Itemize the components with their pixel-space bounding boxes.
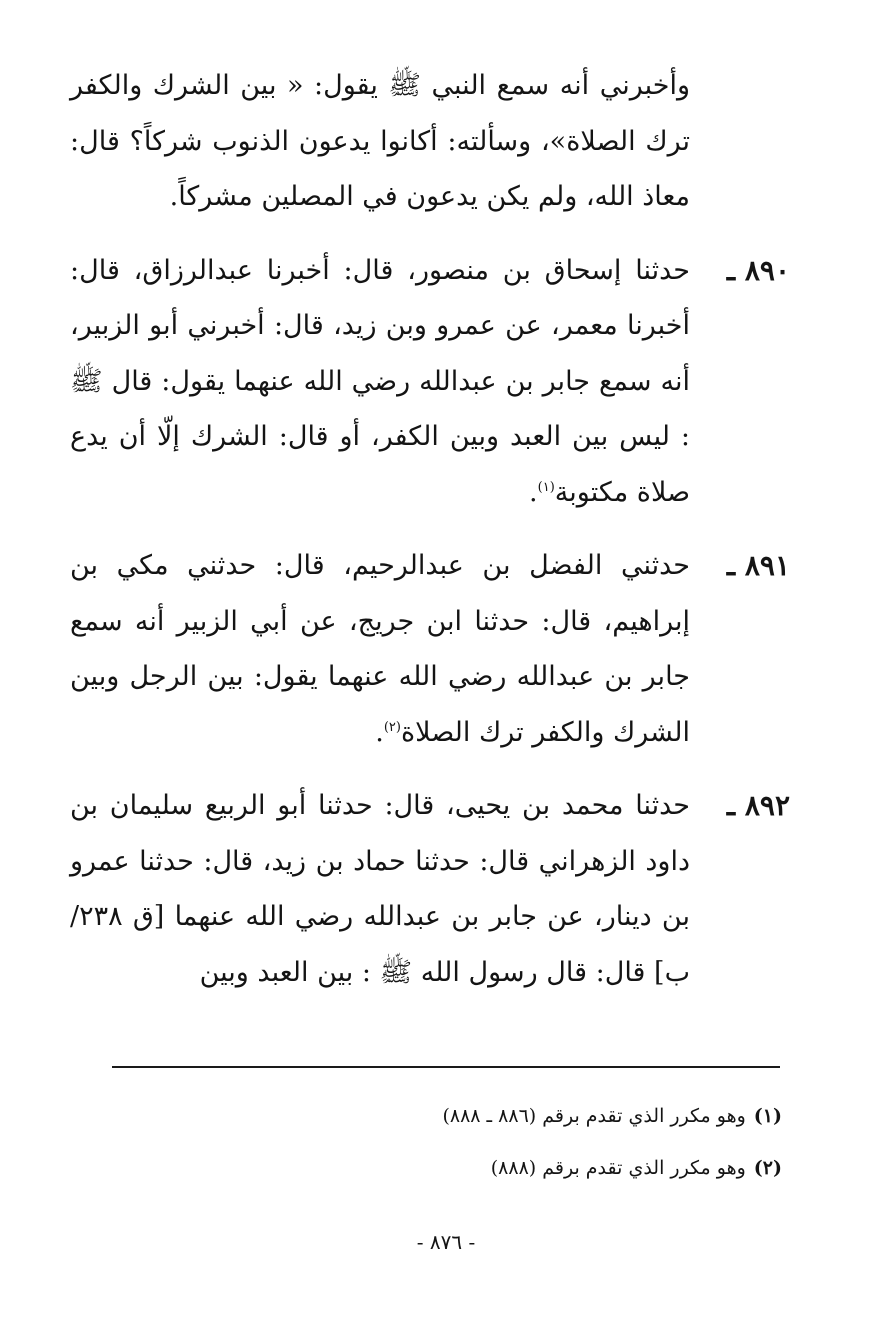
hadith-text: حدثنا إسحاق بن منصور، قال: أخبرنا عبدالرزاق، قال: أخبرنا معمر، عن عمرو وبن زيد، قال: أخبرني أبو الزبير، أنه سمع جابر بن عبدالله رضي الله عنهما يقول: قال ﷺ : ليس بين العبد وبين الكفر، أو قال: الشرك إلّا أن يدع صلاة مكتوبة [70, 254, 690, 508]
hadith-paragraph [70, 538, 790, 760]
footnote-2 [182, 1142, 782, 1194]
hadith-890 [70, 243, 790, 521]
hadith-end: . [375, 716, 384, 748]
hadith-end: . [529, 476, 538, 508]
footnote-text: وهو مكرر الذي تقدم برقم (٨٨٦ ـ ٨٨٨) [442, 1105, 746, 1127]
continuation-text: وأخبرني أنه سمع النبي ﷺ يقول: « بين الشرك والكفر ترك الصلاة»، وسألته: أكانوا يدعون الذنوب شركاً؟ قال: معاذ الله، ولم يكن يدعون في المصلين مشركاً. [70, 70, 690, 212]
footnote-1 [182, 1090, 782, 1142]
page-number: - ٨٧٦ - [416, 1230, 476, 1254]
continuation-paragraph [70, 58, 790, 225]
hadith-891 [70, 538, 790, 760]
hadith-number: ٨٩٢ ـ [726, 789, 790, 822]
main-text [70, 58, 790, 1018]
hadith-text: حدثني الفضل بن عبدالرحيم، قال: حدثني مكي بن إبراهيم، قال: حدثنا ابن جريج، عن أبي الزبير أنه سمع جابر بن عبدالله رضي الله عنهما يقول: بين الرجل وبين الشرك والكفر ترك الصلاة [70, 550, 690, 748]
footnote-mark: (٢) [753, 1157, 782, 1179]
footnote-ref[interactable]: (١) [537, 479, 555, 495]
footnote-divider [112, 1066, 780, 1068]
footnote-ref[interactable]: (٢) [383, 719, 401, 735]
hadith-text: حدثنا محمد بن يحيى، قال: حدثنا أبو الربيع سليمان بن داود الزهراني قال: حدثنا حماد بن زيد، قال: حدثنا عمرو بن دينار، عن جابر بن عبدالله رضي الله عنهما [ق ٢٣٨/ب] قال: قال رسول الله ﷺ : بين العبد وبين [70, 790, 690, 988]
hadith-number: ٨٩١ ـ [726, 549, 790, 582]
hadith-892 [70, 778, 790, 1000]
hadith-number: ٨٩٠ ـ [726, 253, 790, 287]
footnote-mark: (١) [753, 1105, 782, 1127]
hadith-paragraph [70, 778, 790, 1000]
footnote-text: وهو مكرر الذي تقدم برقم (٨٨٨) [490, 1157, 746, 1179]
hadith-paragraph [70, 243, 790, 521]
footnotes [182, 1090, 782, 1194]
